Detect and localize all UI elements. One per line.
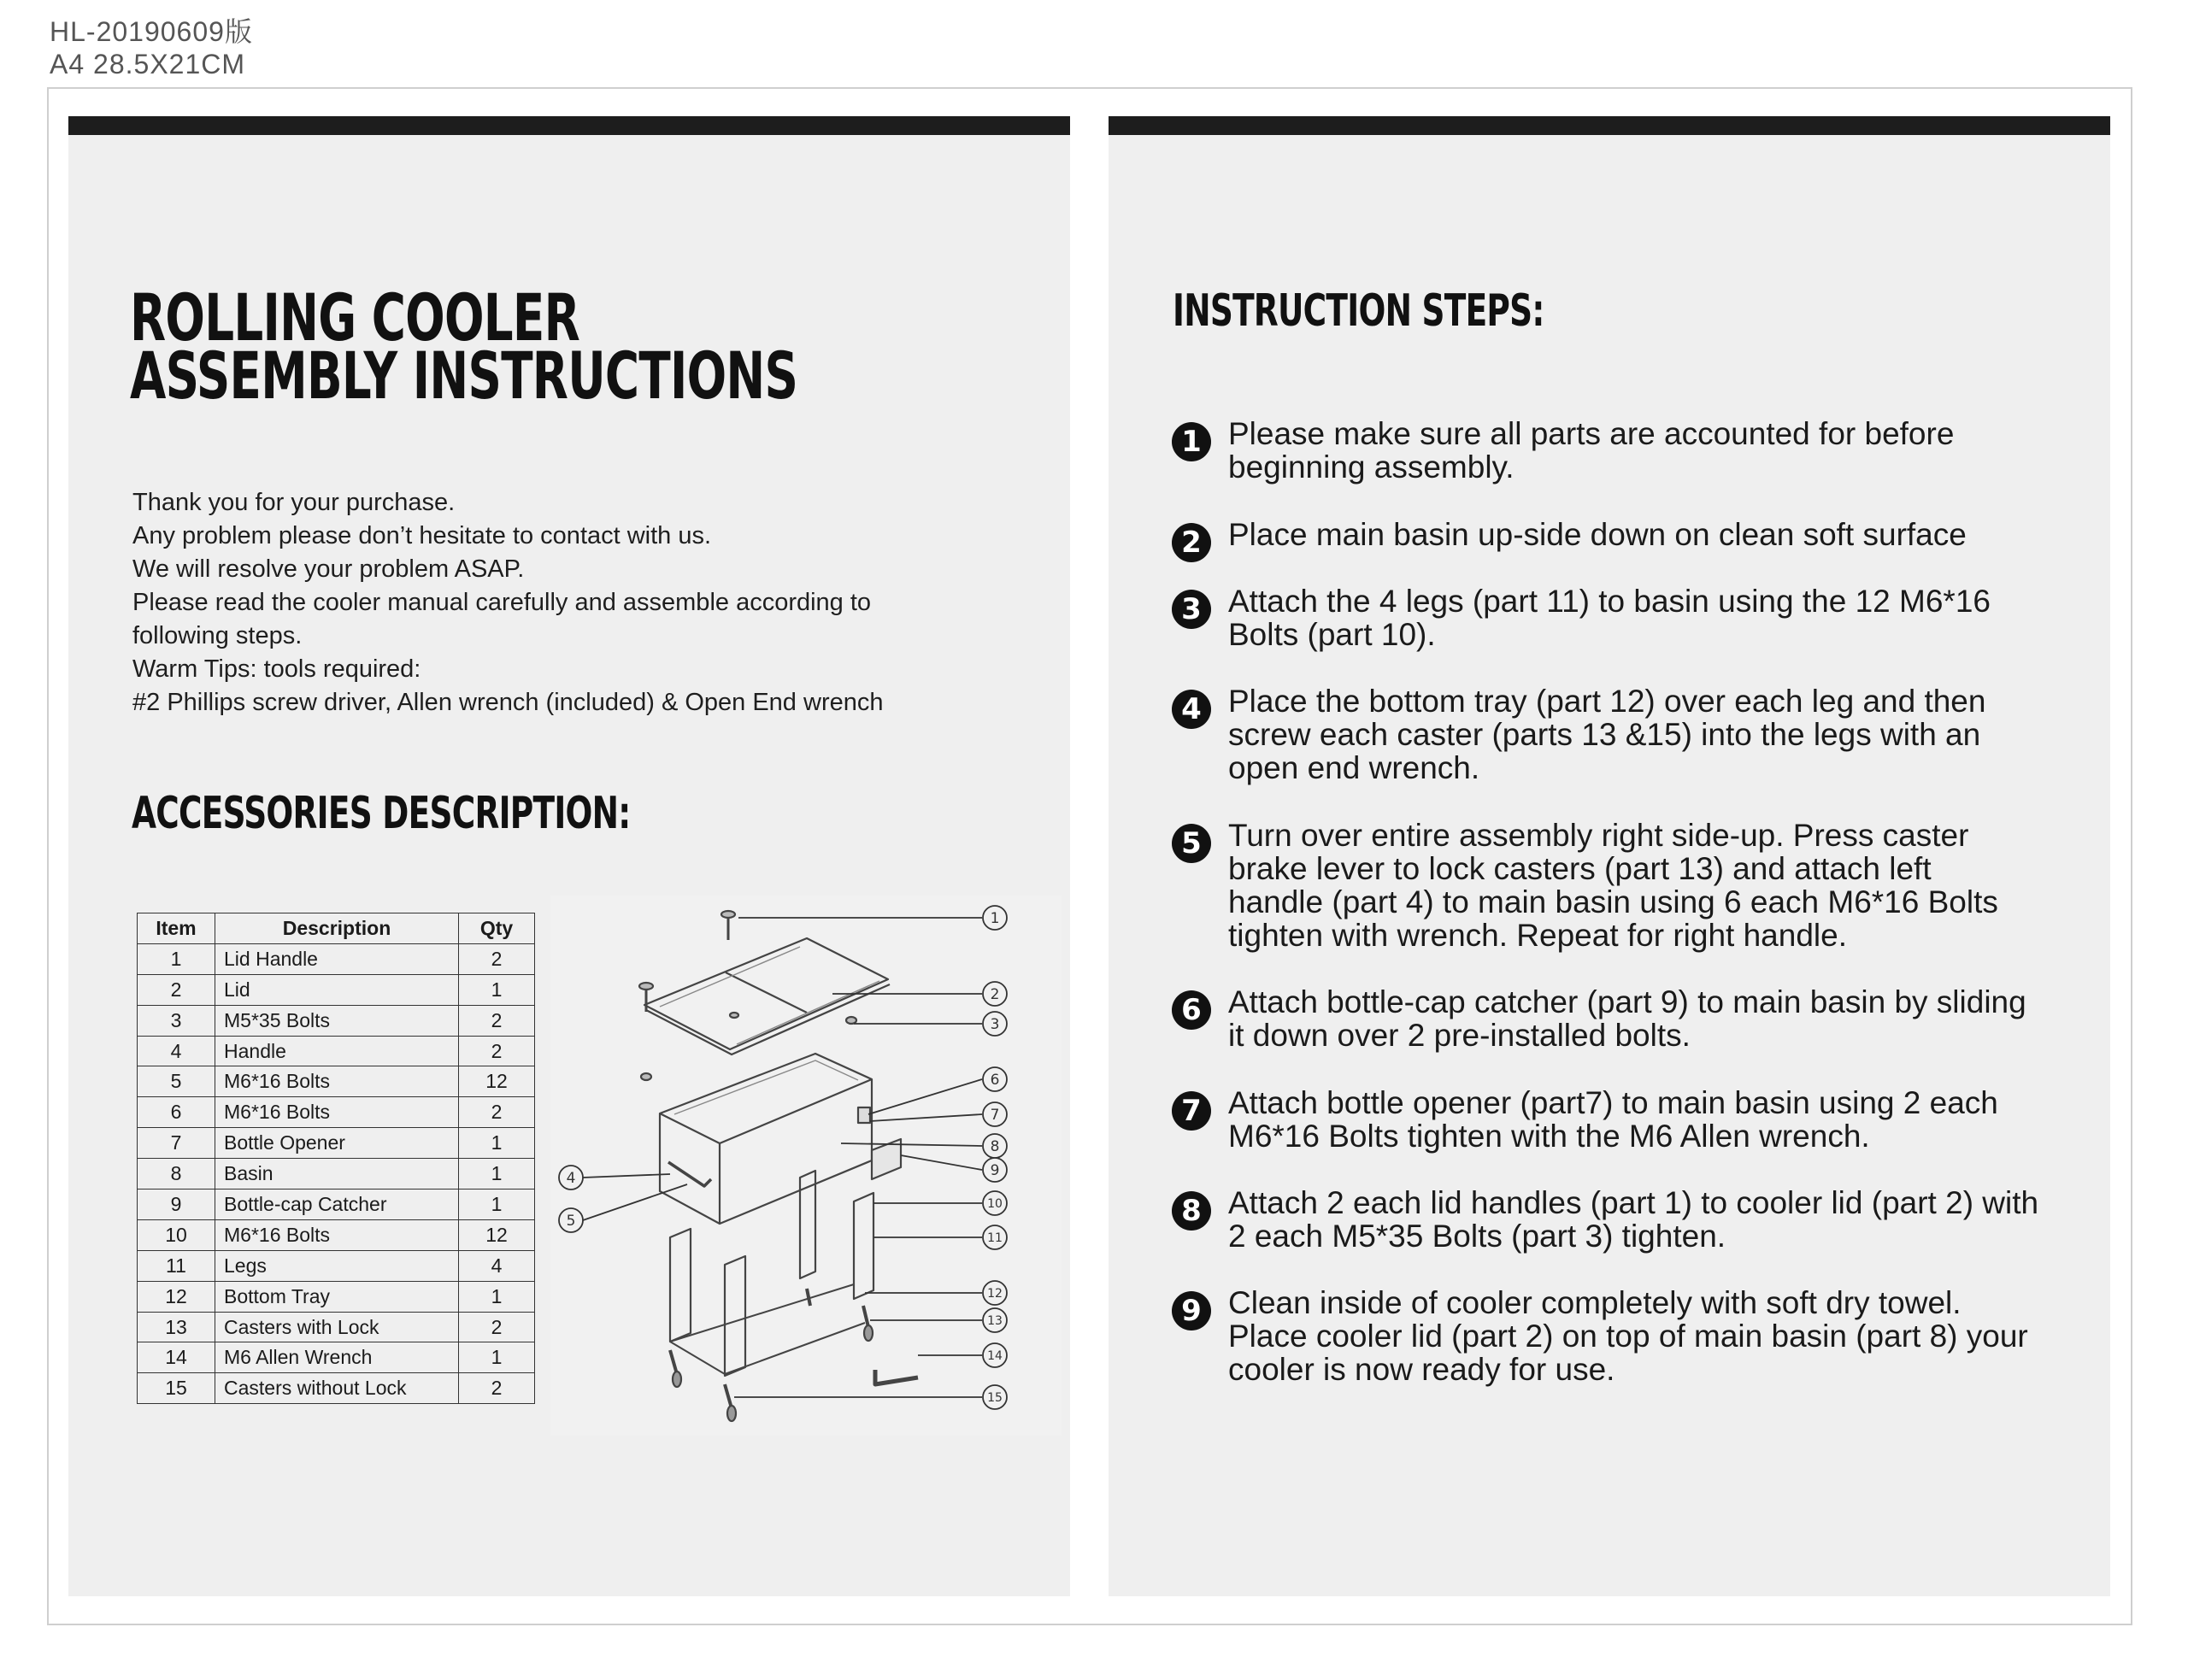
cell-item: 6 — [138, 1097, 215, 1128]
step-number: 5 — [1172, 824, 1211, 863]
step-line: beginning assembly. — [1228, 449, 1515, 485]
step-line: Attach the 4 legs (part 11) to basin using the 12 M6*16 — [1228, 584, 1991, 619]
cell-description: M6*16 Bolts — [215, 1066, 459, 1097]
svg-text:14: 14 — [987, 1349, 1003, 1363]
callout-9 — [983, 1158, 1007, 1182]
svg-text:10: 10 — [987, 1197, 1003, 1211]
cell-qty: 4 — [459, 1250, 535, 1281]
cell-description: M5*35 Bolts — [215, 1005, 459, 1036]
svg-text:6: 6 — [990, 1072, 1000, 1089]
cell-description: Handle — [215, 1036, 459, 1066]
cooler-exploded-diagram — [550, 896, 1062, 1436]
cell-item: 10 — [138, 1219, 215, 1250]
callout-10 — [983, 1191, 1007, 1215]
step-line: Place main basin up-side down on clean soft surface — [1228, 517, 1967, 552]
cell-item: 14 — [138, 1342, 215, 1373]
leader-line — [870, 1114, 982, 1121]
right-page — [1109, 116, 2110, 1596]
cell-item: 4 — [138, 1036, 215, 1066]
step-number: 7 — [1172, 1091, 1211, 1131]
leader-line — [868, 1079, 982, 1114]
step-number: 6 — [1172, 990, 1211, 1030]
callout-5 — [559, 1208, 583, 1232]
step-line: Clean inside of cooler completely with soft dry towel. — [1228, 1285, 1962, 1320]
callout-8 — [983, 1134, 1007, 1158]
intro-line: #2 Phillips screw driver, Allen wrench (included) & Open End wrench — [132, 689, 884, 716]
intro-line: Thank you for your purchase. — [132, 489, 456, 516]
table-row — [138, 1373, 535, 1404]
leg-shape — [670, 1229, 691, 1342]
step-line: Attach bottle-cap catcher (part 9) to main basin by sliding — [1228, 984, 2026, 1019]
diagram-drawing — [550, 896, 1062, 1436]
step-text — [1228, 1186, 2083, 1253]
callout-2 — [983, 982, 1007, 1006]
cell-description: M6 Allen Wrench — [215, 1342, 459, 1373]
callout-13 — [983, 1308, 1007, 1332]
svg-text:1: 1 — [990, 910, 1000, 927]
step-text — [1228, 1086, 2083, 1153]
svg-text:12: 12 — [987, 1287, 1003, 1301]
callout-14 — [983, 1343, 1007, 1367]
cell-qty: 2 — [459, 1312, 535, 1342]
step-number: 2 — [1172, 523, 1211, 562]
table-row — [138, 1159, 535, 1190]
cell-qty: 1 — [459, 1281, 535, 1312]
step-line: Place the bottom tray (part 12) over each leg and then — [1228, 684, 1986, 719]
table-row — [138, 1097, 535, 1128]
intro-line: following steps. — [132, 622, 303, 649]
table-row — [138, 1342, 535, 1373]
step-line: brake lever to lock casters (part 13) and attach left — [1228, 851, 1932, 886]
step-line: Bolts (part 10). — [1228, 617, 1436, 652]
table-row — [138, 1312, 535, 1342]
table-row — [138, 974, 535, 1005]
cell-qty: 12 — [459, 1219, 535, 1250]
cell-qty: 1 — [459, 974, 535, 1005]
parts-table — [137, 913, 535, 1404]
step-line: it down over 2 pre-installed bolts. — [1228, 1018, 1691, 1053]
svg-text:3: 3 — [990, 1016, 1000, 1033]
left-page — [68, 116, 1070, 1596]
cell-item: 15 — [138, 1373, 215, 1404]
callout-1 — [983, 906, 1007, 930]
cell-description: M6*16 Bolts — [215, 1219, 459, 1250]
callout-15 — [983, 1385, 1007, 1409]
title-line-1: ROLLING COOLER — [130, 279, 580, 355]
step-line: 2 each M5*35 Bolts (part 3) tighten. — [1228, 1219, 1726, 1254]
svg-text:11: 11 — [987, 1231, 1003, 1245]
step-number: 9 — [1172, 1291, 1211, 1330]
step-text — [1228, 985, 2083, 1052]
callout-6 — [983, 1067, 1007, 1091]
cell-qty: 2 — [459, 1097, 535, 1128]
accessories-heading: ACCESSORIES DESCRIPTION: — [132, 788, 631, 839]
cell-item: 12 — [138, 1281, 215, 1312]
callout-11 — [983, 1225, 1007, 1249]
step-line: Turn over entire assembly right side-up. Press caster — [1228, 818, 1969, 853]
intro-line: Please read the cooler manual carefully and assemble according to — [132, 589, 872, 616]
print-code: HL-20190609版 — [50, 16, 253, 47]
cell-description: Casters with Lock — [215, 1312, 459, 1342]
cell-item: 3 — [138, 1005, 215, 1036]
cell-qty: 2 — [459, 1005, 535, 1036]
cell-qty: 1 — [459, 1128, 535, 1159]
cell-item: 1 — [138, 943, 215, 974]
leader-line — [583, 1184, 687, 1220]
cell-item: 2 — [138, 974, 215, 1005]
cell-qty: 2 — [459, 1373, 535, 1404]
table-row — [138, 943, 535, 974]
leader-line — [583, 1174, 670, 1178]
header-item: Item — [138, 913, 215, 944]
step-line: Please make sure all parts are accounted for before — [1228, 416, 1955, 451]
intro-line: Warm Tips: tools required: — [132, 655, 421, 683]
intro-line: We will resolve your problem ASAP. — [132, 555, 525, 583]
cell-qty: 12 — [459, 1066, 535, 1097]
step-line: Attach 2 each lid handles (part 1) to cooler lid (part 2) with — [1228, 1185, 2039, 1220]
step-number: 4 — [1172, 690, 1211, 729]
header-description: Description — [215, 913, 459, 944]
svg-text:5: 5 — [566, 1213, 576, 1230]
callout-4 — [559, 1166, 583, 1190]
cell-description: Lid Handle — [215, 943, 459, 974]
svg-text:9: 9 — [990, 1162, 1000, 1179]
cell-description: M6*16 Bolts — [215, 1097, 459, 1128]
callout-7 — [983, 1102, 1007, 1126]
cell-description: Bottle-cap Catcher — [215, 1190, 459, 1220]
header-qty: Qty — [459, 913, 535, 944]
table-row — [138, 1005, 535, 1036]
top-bar — [1109, 116, 2110, 135]
print-size: A4 28.5X21CM — [50, 49, 246, 79]
leader-line — [901, 1155, 982, 1170]
step-text — [1228, 684, 2083, 784]
step-text — [1228, 518, 2083, 551]
cell-qty: 2 — [459, 1036, 535, 1066]
cell-item: 7 — [138, 1128, 215, 1159]
step-line: Place cooler lid (part 2) on top of main basin (part 8) your — [1228, 1319, 2028, 1354]
cell-item: 11 — [138, 1250, 215, 1281]
step-line: screw each caster (parts 13 &15) into the legs with an — [1228, 717, 1981, 752]
step-number: 3 — [1172, 590, 1211, 629]
svg-text:7: 7 — [990, 1107, 1000, 1124]
svg-text:8: 8 — [990, 1138, 1000, 1155]
step-line: M6*16 Bolts tighten with the M6 Allen wrench. — [1228, 1119, 1870, 1154]
cell-qty: 1 — [459, 1190, 535, 1220]
step-line: tighten with wrench. Repeat for right handle. — [1228, 918, 1847, 953]
callout-12 — [983, 1281, 1007, 1305]
callout-3 — [983, 1012, 1007, 1036]
cell-description: Bottom Tray — [215, 1281, 459, 1312]
step-text — [1228, 819, 2083, 952]
table-row — [138, 1036, 535, 1066]
step-line: cooler is now ready for use. — [1228, 1352, 1615, 1387]
cell-item: 8 — [138, 1159, 215, 1190]
title-line-2: ASSEMBLY INSTRUCTIONS — [130, 338, 798, 414]
step-line: handle (part 4) to main basin using 6 each M6*16 Bolts — [1228, 884, 1998, 919]
intro-text — [132, 486, 883, 720]
cell-qty: 1 — [459, 1159, 535, 1190]
step-text — [1228, 1286, 2083, 1386]
svg-text:2: 2 — [990, 986, 1000, 1003]
table-row — [138, 1190, 535, 1220]
intro-line: Any problem please don’t hesitate to contact with us. — [132, 522, 712, 549]
table-row — [138, 1066, 535, 1097]
step-line: Attach bottle opener (part7) to main basin using 2 each — [1228, 1085, 1998, 1120]
top-bar — [68, 116, 1070, 135]
table-row — [138, 1281, 535, 1312]
step-line: open end wrench. — [1228, 750, 1480, 785]
step-text — [1228, 417, 2083, 484]
table-row — [138, 1250, 535, 1281]
cell-item: 9 — [138, 1190, 215, 1220]
svg-text:13: 13 — [987, 1314, 1003, 1328]
cell-item: 5 — [138, 1066, 215, 1097]
leader-line — [841, 1143, 982, 1146]
cell-qty: 2 — [459, 943, 535, 974]
step-text — [1228, 584, 2083, 651]
table-row — [138, 1219, 535, 1250]
print-spec — [50, 15, 253, 80]
step-number: 1 — [1172, 422, 1211, 461]
cell-description: Legs — [215, 1250, 459, 1281]
cell-description: Basin — [215, 1159, 459, 1190]
bottom-tray-shape — [670, 1284, 865, 1374]
cell-description: Casters without Lock — [215, 1373, 459, 1404]
svg-text:15: 15 — [987, 1391, 1003, 1405]
cell-description: Bottle Opener — [215, 1128, 459, 1159]
step-number: 8 — [1172, 1191, 1211, 1231]
cell-description: Lid — [215, 974, 459, 1005]
table-row — [138, 1128, 535, 1159]
svg-text:4: 4 — [566, 1170, 576, 1187]
instruction-steps-heading: INSTRUCTION STEPS: — [1173, 285, 1544, 337]
table-header-row — [138, 913, 535, 944]
cell-item: 13 — [138, 1312, 215, 1342]
cell-qty: 1 — [459, 1342, 535, 1373]
